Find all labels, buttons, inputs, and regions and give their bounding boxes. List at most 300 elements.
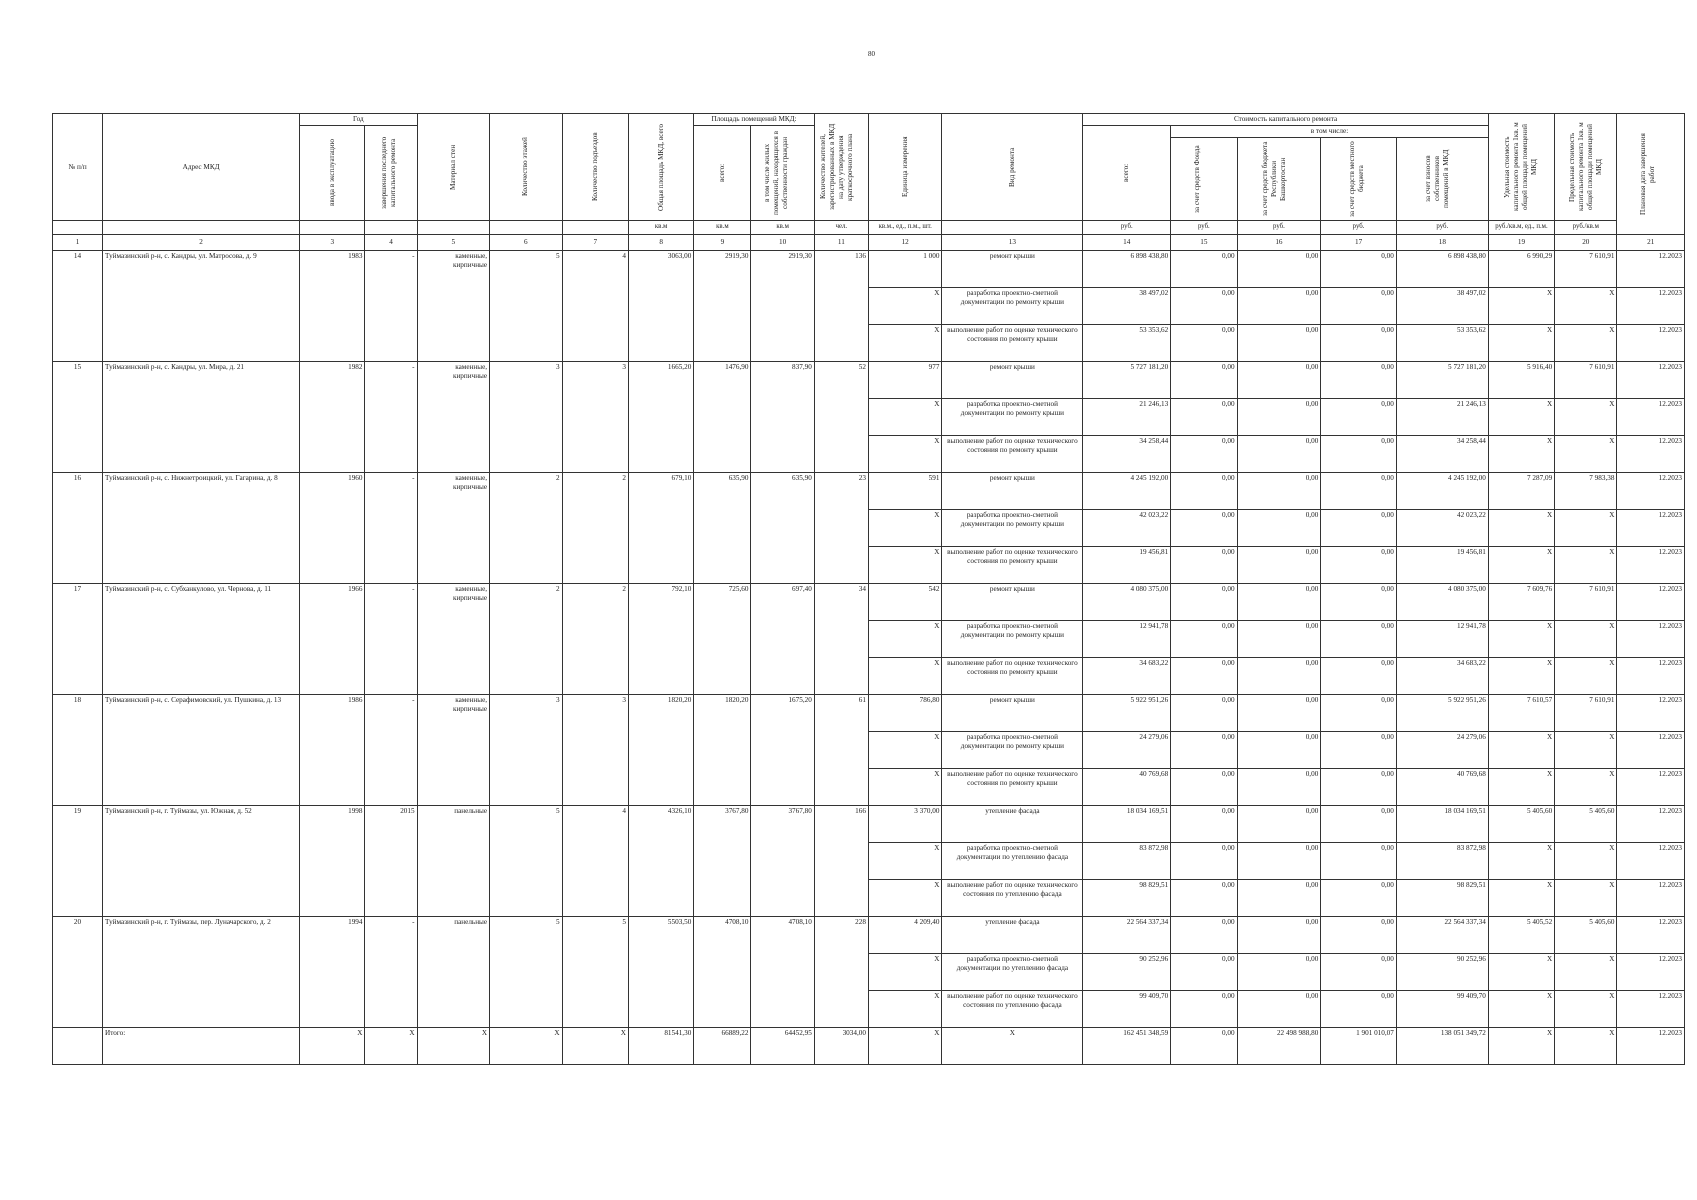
unit-cost-cell: X bbox=[1488, 510, 1554, 547]
wall-material-cell: каменные, кирпичные bbox=[417, 362, 490, 473]
work-unit-cell: 1 000 bbox=[868, 251, 942, 288]
work-unit-cell: X bbox=[868, 954, 942, 991]
max-cost-cell: X bbox=[1555, 325, 1617, 362]
cost-local-cell: 0,00 bbox=[1321, 621, 1397, 658]
cost-total-cell: 98 829,51 bbox=[1083, 880, 1171, 917]
header-unit-cost: Удельная стоимость капитального ремонта 1кв. м общей площади помещений МКД bbox=[1488, 114, 1554, 221]
cost-owners-cell: 4 080 375,00 bbox=[1396, 584, 1488, 621]
table-row bbox=[53, 251, 1685, 288]
header-area-group: Площадь помещений МКД: bbox=[694, 114, 815, 126]
total-unit-cost-cell: X bbox=[1488, 1028, 1554, 1065]
area-total-cell: 725,60 bbox=[694, 584, 751, 695]
total-local-cell: 1 901 010,07 bbox=[1321, 1028, 1397, 1065]
column-number-cell: 17 bbox=[1321, 235, 1397, 251]
header-cost-owners: за счет взносов собственников помещений в МКД bbox=[1396, 138, 1488, 221]
area-total-cell: 2919,30 bbox=[694, 251, 751, 362]
cost-rb-cell: 0,00 bbox=[1237, 473, 1321, 510]
floors-cell: 3 bbox=[490, 695, 563, 806]
table-row bbox=[53, 362, 1685, 399]
cost-local-cell: 0,00 bbox=[1321, 547, 1397, 584]
units-row bbox=[53, 221, 1685, 235]
work-unit-cell: X bbox=[868, 769, 942, 806]
header-year-group: Год bbox=[300, 114, 417, 126]
address-cell: Туймазинский р-н, г. Туймазы, ул. Южная, д. 52 bbox=[103, 806, 300, 917]
cost-total-cell: 90 252,96 bbox=[1083, 954, 1171, 991]
cost-owners-cell: 19 456,81 bbox=[1396, 547, 1488, 584]
cost-fund-cell: 0,00 bbox=[1171, 991, 1237, 1028]
work-unit-cell: 542 bbox=[868, 584, 942, 621]
cost-owners-cell: 99 409,70 bbox=[1396, 991, 1488, 1028]
header-total-area: Общая площадь МКД, всего bbox=[628, 114, 693, 221]
cost-owners-cell: 22 564 337,34 bbox=[1396, 917, 1488, 954]
max-cost-cell: X bbox=[1555, 288, 1617, 325]
column-number-cell: 12 bbox=[868, 235, 942, 251]
row-number: 15 bbox=[53, 362, 103, 473]
total-wall-cell: X bbox=[417, 1028, 490, 1065]
entrances-cell: 5 bbox=[562, 917, 628, 1028]
total-entrances-cell: X bbox=[562, 1028, 628, 1065]
total-year-cell: X bbox=[300, 1028, 365, 1065]
unit-cost-cell: 7 609,76 bbox=[1488, 584, 1554, 621]
cost-local-cell: 0,00 bbox=[1321, 991, 1397, 1028]
header-cost-rb: за счет средств бюджета Республики Башкортостан bbox=[1237, 138, 1321, 221]
work-unit-cell: X bbox=[868, 621, 942, 658]
cost-total-cell: 83 872,98 bbox=[1083, 843, 1171, 880]
cost-owners-cell: 18 034 169,51 bbox=[1396, 806, 1488, 843]
repair-type-cell: разработка проектно-сметной документации по ремонту крыши bbox=[942, 510, 1083, 547]
cost-owners-cell: 53 353,62 bbox=[1396, 325, 1488, 362]
column-number-cell: 6 bbox=[490, 235, 563, 251]
column-number-cell: 11 bbox=[814, 235, 868, 251]
residents-cell: 23 bbox=[814, 473, 868, 584]
column-number-cell: 13 bbox=[942, 235, 1083, 251]
column-number-cell: 2 bbox=[103, 235, 300, 251]
entrances-cell: 2 bbox=[562, 584, 628, 695]
repair-type-cell: выполнение работ по оценке технического состояния по ремонту крыши bbox=[942, 325, 1083, 362]
repair-type-cell: выполнение работ по оценке технического состояния по ремонту крыши bbox=[942, 547, 1083, 584]
cost-rb-cell: 0,00 bbox=[1237, 991, 1321, 1028]
header-area-total: всего: bbox=[694, 126, 751, 221]
cost-rb-cell: 0,00 bbox=[1237, 510, 1321, 547]
column-number-cell: 15 bbox=[1171, 235, 1237, 251]
column-number-cell: 10 bbox=[751, 235, 814, 251]
unit-cell: руб./кв.м bbox=[1555, 221, 1617, 235]
max-cost-cell: 7 610,91 bbox=[1555, 584, 1617, 621]
repair-type-cell: выполнение работ по оценке технического состояния по утеплению фасада bbox=[942, 991, 1083, 1028]
cost-fund-cell: 0,00 bbox=[1171, 473, 1237, 510]
total-label: Итого: bbox=[103, 1028, 300, 1065]
cost-local-cell: 0,00 bbox=[1321, 658, 1397, 695]
cost-local-cell: 0,00 bbox=[1321, 251, 1397, 288]
work-unit-cell: X bbox=[868, 880, 942, 917]
cost-owners-cell: 5 922 951,26 bbox=[1396, 695, 1488, 732]
unit-cost-cell: X bbox=[1488, 991, 1554, 1028]
header-row-1 bbox=[53, 114, 1685, 126]
address-cell: Туймазинский р-н, с. Нижнетроицкий, ул. Гагарина, д. 8 bbox=[103, 473, 300, 584]
header-num: № п/п bbox=[53, 114, 103, 221]
address-cell: Туймазинский р-н, г. Туймазы, пер. Луначарского, д. 2 bbox=[103, 917, 300, 1028]
repair-type-cell: утепление фасада bbox=[942, 917, 1083, 954]
repair-type-cell: выполнение работ по оценке технического состояния по ремонту крыши bbox=[942, 436, 1083, 473]
cost-local-cell: 0,00 bbox=[1321, 288, 1397, 325]
total-area-cell: 1665,20 bbox=[628, 362, 693, 473]
floors-cell: 5 bbox=[490, 251, 563, 362]
cost-owners-cell: 34 258,44 bbox=[1396, 436, 1488, 473]
cost-total-cell: 34 258,44 bbox=[1083, 436, 1171, 473]
work-unit-cell: X bbox=[868, 325, 942, 362]
cost-rb-cell: 0,00 bbox=[1237, 547, 1321, 584]
last-repair-cell: 2015 bbox=[365, 806, 417, 917]
cost-fund-cell: 0,00 bbox=[1171, 436, 1237, 473]
wall-material-cell: каменные, кирпичные bbox=[417, 695, 490, 806]
residents-cell: 52 bbox=[814, 362, 868, 473]
unit-cost-cell: 5 405,52 bbox=[1488, 917, 1554, 954]
cost-owners-cell: 98 829,51 bbox=[1396, 880, 1488, 917]
repair-type-cell: выполнение работ по оценке технического состояния по ремонту крыши bbox=[942, 769, 1083, 806]
year-cell: 1986 bbox=[300, 695, 365, 806]
total-sum-total-cell: 162 451 348,59 bbox=[1083, 1028, 1171, 1065]
header-cost-local: за счет средств местного бюджета bbox=[1321, 138, 1397, 221]
year-cell: 1982 bbox=[300, 362, 365, 473]
repair-type-cell: ремонт крыши bbox=[942, 695, 1083, 732]
area-private-cell: 3767,80 bbox=[751, 806, 814, 917]
cost-local-cell: 0,00 bbox=[1321, 806, 1397, 843]
work-unit-cell: 3 370,00 bbox=[868, 806, 942, 843]
max-cost-cell: X bbox=[1555, 658, 1617, 695]
column-number-cell: 14 bbox=[1083, 235, 1171, 251]
header-wall-material: Материал стен bbox=[417, 114, 490, 221]
header-cost-fund: за счет средств Фонда bbox=[1171, 138, 1237, 221]
residents-cell: 61 bbox=[814, 695, 868, 806]
cost-fund-cell: 0,00 bbox=[1171, 288, 1237, 325]
max-cost-cell: 5 405,60 bbox=[1555, 806, 1617, 843]
header-planned-date: Плановая дата завершения работ bbox=[1617, 114, 1685, 235]
area-total-cell: 1820,20 bbox=[694, 695, 751, 806]
planned-date-cell: 12.2023 bbox=[1617, 954, 1685, 991]
cost-fund-cell: 0,00 bbox=[1171, 880, 1237, 917]
table-row bbox=[53, 806, 1685, 843]
header-unit: Единица измерения bbox=[868, 114, 942, 221]
cost-local-cell: 0,00 bbox=[1321, 436, 1397, 473]
planned-date-cell: 12.2023 bbox=[1617, 695, 1685, 732]
cost-total-cell: 24 279,06 bbox=[1083, 732, 1171, 769]
row-number: 16 bbox=[53, 473, 103, 584]
total-max-cost-cell: X bbox=[1555, 1028, 1617, 1065]
cost-total-cell: 34 683,22 bbox=[1083, 658, 1171, 695]
cost-local-cell: 0,00 bbox=[1321, 362, 1397, 399]
planned-date-cell: 12.2023 bbox=[1617, 584, 1685, 621]
max-cost-cell: X bbox=[1555, 843, 1617, 880]
planned-date-cell: 12.2023 bbox=[1617, 362, 1685, 399]
address-cell: Туймазинский р-н, с. Кандры, ул. Мира, д. 21 bbox=[103, 362, 300, 473]
cost-local-cell: 0,00 bbox=[1321, 880, 1397, 917]
last-repair-cell: - bbox=[365, 251, 417, 362]
unit-cost-cell: X bbox=[1488, 399, 1554, 436]
header-year-commission: ввода в эксплуатацию bbox=[300, 126, 365, 221]
area-total-cell: 3767,80 bbox=[694, 806, 751, 917]
cost-total-cell: 4 245 192,00 bbox=[1083, 473, 1171, 510]
planned-date-cell: 12.2023 bbox=[1617, 473, 1685, 510]
total-area-cell: 1820,20 bbox=[628, 695, 693, 806]
floors-cell: 3 bbox=[490, 362, 563, 473]
total-area-cell: 3063,00 bbox=[628, 251, 693, 362]
cost-local-cell: 0,00 bbox=[1321, 843, 1397, 880]
unit-cell: кв.м bbox=[751, 221, 814, 235]
cost-local-cell: 0,00 bbox=[1321, 695, 1397, 732]
column-number-cell: 18 bbox=[1396, 235, 1488, 251]
repair-type-cell: разработка проектно-сметной документации по ремонту крыши bbox=[942, 732, 1083, 769]
cost-local-cell: 0,00 bbox=[1321, 473, 1397, 510]
cost-total-cell: 12 941,78 bbox=[1083, 621, 1171, 658]
planned-date-cell: 12.2023 bbox=[1617, 251, 1685, 288]
residents-cell: 228 bbox=[814, 917, 868, 1028]
planned-date-cell: 12.2023 bbox=[1617, 991, 1685, 1028]
column-number-cell: 4 bbox=[365, 235, 417, 251]
cost-rb-cell: 0,00 bbox=[1237, 621, 1321, 658]
unit-cost-cell: 7 610,57 bbox=[1488, 695, 1554, 732]
total-area-total-cell: 66889,22 bbox=[694, 1028, 751, 1065]
cost-total-cell: 18 034 169,51 bbox=[1083, 806, 1171, 843]
residents-cell: 166 bbox=[814, 806, 868, 917]
address-cell: Туймазинский р-н, с. Субханкулово, ул. Чернова, д. 11 bbox=[103, 584, 300, 695]
repair-type-cell: ремонт крыши bbox=[942, 251, 1083, 288]
cost-fund-cell: 0,00 bbox=[1171, 362, 1237, 399]
total-type-cell: X bbox=[942, 1028, 1083, 1065]
max-cost-cell: X bbox=[1555, 399, 1617, 436]
max-cost-cell: 7 610,91 bbox=[1555, 251, 1617, 288]
repair-type-cell: разработка проектно-сметной документации по ремонту крыши bbox=[942, 399, 1083, 436]
column-number-cell: 7 bbox=[562, 235, 628, 251]
planned-date-cell: 12.2023 bbox=[1617, 325, 1685, 362]
last-repair-cell: - bbox=[365, 584, 417, 695]
cost-total-cell: 99 409,70 bbox=[1083, 991, 1171, 1028]
header-entrances: Количество подъездов bbox=[562, 114, 628, 221]
floors-cell: 5 bbox=[490, 917, 563, 1028]
max-cost-cell: 5 405,60 bbox=[1555, 917, 1617, 954]
cost-fund-cell: 0,00 bbox=[1171, 769, 1237, 806]
planned-date-cell: 12.2023 bbox=[1617, 399, 1685, 436]
work-unit-cell: 977 bbox=[868, 362, 942, 399]
cost-local-cell: 0,00 bbox=[1321, 325, 1397, 362]
max-cost-cell: 7 983,38 bbox=[1555, 473, 1617, 510]
planned-date-cell: 12.2023 bbox=[1617, 621, 1685, 658]
row-number: 17 bbox=[53, 584, 103, 695]
total-area-cell: 4326,10 bbox=[628, 806, 693, 917]
unit-cell: руб. bbox=[1083, 221, 1171, 235]
header-cost-incl: в том числе: bbox=[1171, 126, 1489, 138]
max-cost-cell: 7 610,91 bbox=[1555, 695, 1617, 732]
floors-cell: 2 bbox=[490, 584, 563, 695]
planned-date-cell: 12.2023 bbox=[1617, 510, 1685, 547]
unit-cell: кв.м bbox=[628, 221, 693, 235]
total-unit-cell: X bbox=[868, 1028, 942, 1065]
planned-date-cell: 12.2023 bbox=[1617, 436, 1685, 473]
cost-rb-cell: 0,00 bbox=[1237, 843, 1321, 880]
repair-type-cell: разработка проектно-сметной документации по ремонту крыши bbox=[942, 621, 1083, 658]
area-total-cell: 4708,10 bbox=[694, 917, 751, 1028]
work-unit-cell: X bbox=[868, 843, 942, 880]
unit-cell: руб./кв.м, ед., п.м. bbox=[1488, 221, 1554, 235]
year-cell: 1966 bbox=[300, 584, 365, 695]
area-private-cell: 2919,30 bbox=[751, 251, 814, 362]
cost-rb-cell: 0,00 bbox=[1237, 732, 1321, 769]
cost-fund-cell: 0,00 bbox=[1171, 399, 1237, 436]
max-cost-cell: X bbox=[1555, 991, 1617, 1028]
header-area-private: в том числе жилых помещений, находящихся в собственности граждан bbox=[751, 126, 814, 221]
cost-local-cell: 0,00 bbox=[1321, 510, 1397, 547]
cost-owners-cell: 38 497,02 bbox=[1396, 288, 1488, 325]
cost-local-cell: 0,00 bbox=[1321, 917, 1397, 954]
year-cell: 1994 bbox=[300, 917, 365, 1028]
unit-cell bbox=[53, 221, 103, 235]
cost-fund-cell: 0,00 bbox=[1171, 251, 1237, 288]
max-cost-cell: X bbox=[1555, 621, 1617, 658]
table-row bbox=[53, 584, 1685, 621]
area-private-cell: 4708,10 bbox=[751, 917, 814, 1028]
cost-rb-cell: 0,00 bbox=[1237, 436, 1321, 473]
area-total-cell: 1476,90 bbox=[694, 362, 751, 473]
max-cost-cell: X bbox=[1555, 436, 1617, 473]
work-unit-cell: X bbox=[868, 547, 942, 584]
header-max-cost: Предельная стоимость капитального ремонта 1кв. м общей площади помещений МКД bbox=[1555, 114, 1617, 221]
cost-local-cell: 0,00 bbox=[1321, 954, 1397, 991]
cost-total-cell: 53 353,62 bbox=[1083, 325, 1171, 362]
header-floors: Количество этажей bbox=[490, 114, 563, 221]
total-total-area-cell: 81541,30 bbox=[628, 1028, 693, 1065]
cost-rb-cell: 0,00 bbox=[1237, 362, 1321, 399]
year-cell: 1983 bbox=[300, 251, 365, 362]
cost-local-cell: 0,00 bbox=[1321, 584, 1397, 621]
unit-cell: кв.м., ед., п.м., шт. bbox=[868, 221, 942, 235]
repair-type-cell: ремонт крыши bbox=[942, 362, 1083, 399]
max-cost-cell: X bbox=[1555, 769, 1617, 806]
cost-rb-cell: 0,00 bbox=[1237, 954, 1321, 991]
total-rb-cell: 22 498 988,80 bbox=[1237, 1028, 1321, 1065]
cost-fund-cell: 0,00 bbox=[1171, 732, 1237, 769]
cost-total-cell: 22 564 337,34 bbox=[1083, 917, 1171, 954]
unit-cell: кв.м bbox=[694, 221, 751, 235]
unit-cost-cell: 7 287,09 bbox=[1488, 473, 1554, 510]
cost-rb-cell: 0,00 bbox=[1237, 695, 1321, 732]
header-repair-type: Вид ремонта bbox=[942, 114, 1083, 221]
cost-total-cell: 4 080 375,00 bbox=[1083, 584, 1171, 621]
cost-rb-cell: 0,00 bbox=[1237, 288, 1321, 325]
column-numbers-row bbox=[53, 235, 1685, 251]
cost-owners-cell: 34 683,22 bbox=[1396, 658, 1488, 695]
work-unit-cell: X bbox=[868, 658, 942, 695]
cost-fund-cell: 0,00 bbox=[1171, 584, 1237, 621]
last-repair-cell: - bbox=[365, 362, 417, 473]
cost-total-cell: 21 246,13 bbox=[1083, 399, 1171, 436]
area-private-cell: 1675,20 bbox=[751, 695, 814, 806]
cost-owners-cell: 83 872,98 bbox=[1396, 843, 1488, 880]
residents-cell: 34 bbox=[814, 584, 868, 695]
last-repair-cell: - bbox=[365, 917, 417, 1028]
cost-owners-cell: 42 023,22 bbox=[1396, 510, 1488, 547]
column-number-cell: 9 bbox=[694, 235, 751, 251]
total-fund-cell: 0,00 bbox=[1171, 1028, 1237, 1065]
area-private-cell: 635,90 bbox=[751, 473, 814, 584]
cost-fund-cell: 0,00 bbox=[1171, 621, 1237, 658]
work-unit-cell: X bbox=[868, 399, 942, 436]
planned-date-cell: 12.2023 bbox=[1617, 806, 1685, 843]
wall-material-cell: каменные, кирпичные bbox=[417, 584, 490, 695]
column-number-cell: 8 bbox=[628, 235, 693, 251]
repair-type-cell: разработка проектно-сметной документации по утеплению фасада bbox=[942, 954, 1083, 991]
unit-cost-cell: X bbox=[1488, 288, 1554, 325]
repair-type-cell: разработка проектно-сметной документации по утеплению фасада bbox=[942, 843, 1083, 880]
total-floors-cell: X bbox=[490, 1028, 563, 1065]
unit-cost-cell: 6 990,29 bbox=[1488, 251, 1554, 288]
total-area-cell: 5503,50 bbox=[628, 917, 693, 1028]
planned-date-cell: 12.2023 bbox=[1617, 917, 1685, 954]
column-number-cell: 3 bbox=[300, 235, 365, 251]
entrances-cell: 3 bbox=[562, 362, 628, 473]
total-row bbox=[53, 1028, 1685, 1065]
cost-total-cell: 38 497,02 bbox=[1083, 288, 1171, 325]
cost-total-cell: 19 456,81 bbox=[1083, 547, 1171, 584]
header-cost-group: Стоимость капитального ремонта bbox=[1083, 114, 1488, 126]
work-unit-cell: 591 bbox=[868, 473, 942, 510]
unit-cost-cell: 5 405,60 bbox=[1488, 806, 1554, 843]
cost-total-cell: 6 898 438,80 bbox=[1083, 251, 1171, 288]
total-date-cell: 12.2023 bbox=[1617, 1028, 1685, 1065]
work-unit-cell: X bbox=[868, 288, 942, 325]
cost-rb-cell: 0,00 bbox=[1237, 658, 1321, 695]
cost-fund-cell: 0,00 bbox=[1171, 325, 1237, 362]
column-number-cell: 20 bbox=[1555, 235, 1617, 251]
column-number-cell: 1 bbox=[53, 235, 103, 251]
unit-cell: руб. bbox=[1321, 221, 1397, 235]
cost-owners-cell: 90 252,96 bbox=[1396, 954, 1488, 991]
planned-date-cell: 12.2023 bbox=[1617, 880, 1685, 917]
table-body bbox=[53, 251, 1685, 1065]
unit-cell bbox=[942, 221, 1083, 235]
cost-owners-cell: 21 246,13 bbox=[1396, 399, 1488, 436]
cost-owners-cell: 5 727 181,20 bbox=[1396, 362, 1488, 399]
max-cost-cell: 7 610,91 bbox=[1555, 362, 1617, 399]
last-repair-cell: - bbox=[365, 473, 417, 584]
entrances-cell: 4 bbox=[562, 806, 628, 917]
cost-rb-cell: 0,00 bbox=[1237, 584, 1321, 621]
unit-cost-cell: X bbox=[1488, 732, 1554, 769]
cost-owners-cell: 24 279,06 bbox=[1396, 732, 1488, 769]
column-number-cell: 5 bbox=[417, 235, 490, 251]
unit-cost-cell: X bbox=[1488, 769, 1554, 806]
max-cost-cell: X bbox=[1555, 510, 1617, 547]
last-repair-cell: - bbox=[365, 695, 417, 806]
cost-owners-cell: 40 769,68 bbox=[1396, 769, 1488, 806]
planned-date-cell: 12.2023 bbox=[1617, 769, 1685, 806]
planned-date-cell: 12.2023 bbox=[1617, 843, 1685, 880]
work-unit-cell: 4 209,40 bbox=[868, 917, 942, 954]
year-cell: 1998 bbox=[300, 806, 365, 917]
header-address: Адрес МКД bbox=[103, 114, 300, 221]
header-residents: Количество жителей, зарегистрированных в МКД на дату утверждения краткосрочного плана bbox=[814, 114, 868, 221]
floors-cell: 2 bbox=[490, 473, 563, 584]
entrances-cell: 3 bbox=[562, 695, 628, 806]
cost-local-cell: 0,00 bbox=[1321, 399, 1397, 436]
cost-owners-cell: 4 245 192,00 bbox=[1396, 473, 1488, 510]
cost-rb-cell: 0,00 bbox=[1237, 399, 1321, 436]
max-cost-cell: X bbox=[1555, 547, 1617, 584]
residents-cell: 136 bbox=[814, 251, 868, 362]
unit-cost-cell: X bbox=[1488, 621, 1554, 658]
unit-cost-cell: X bbox=[1488, 880, 1554, 917]
wall-material-cell: панельные bbox=[417, 806, 490, 917]
work-unit-cell: 786,80 bbox=[868, 695, 942, 732]
unit-cell: руб. bbox=[1171, 221, 1237, 235]
